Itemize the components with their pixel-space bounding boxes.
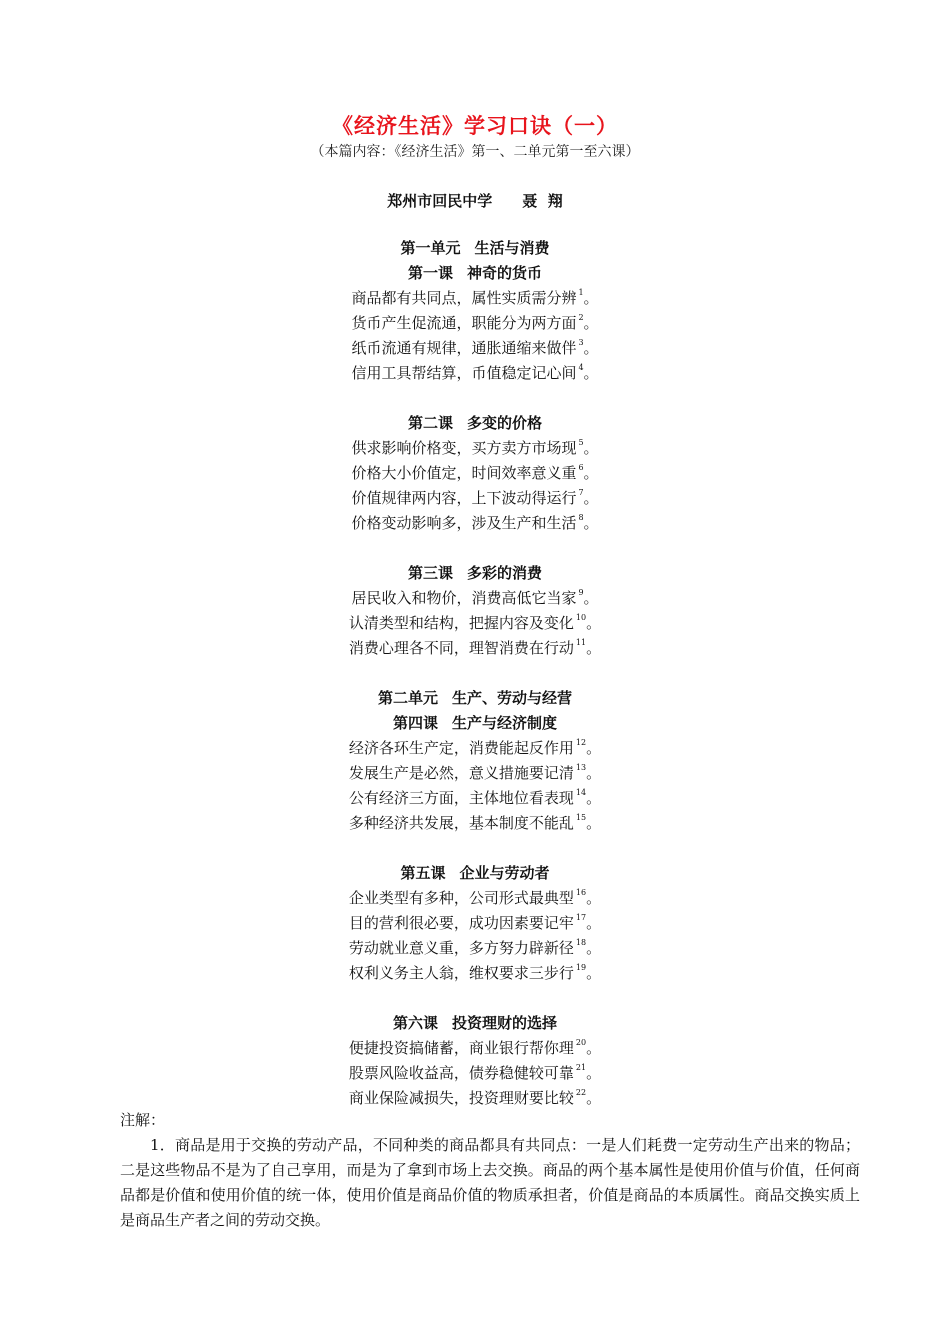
footnote-marker: 4 xyxy=(578,363,584,372)
lesson-heading xyxy=(0,711,950,736)
footnote-marker: 9 xyxy=(578,588,584,597)
verse-line xyxy=(0,511,950,536)
footnote-marker: 18 xyxy=(575,938,587,947)
verse-text: 便捷投资搞储蓄，商业银行帮你理 xyxy=(348,1039,574,1057)
footnote-marker: 17 xyxy=(575,913,587,922)
verse-end: 。 xyxy=(586,814,602,832)
footnote-marker: 22 xyxy=(575,1088,587,1097)
verse-end: 。 xyxy=(583,289,599,307)
verse-line xyxy=(0,361,950,386)
lesson-number: 第五课 xyxy=(400,864,446,882)
verse-text: 价值规律两内容，上下波动得运行 xyxy=(351,489,577,507)
verse-end: 。 xyxy=(583,364,599,382)
section-spacer xyxy=(0,386,950,411)
document-subtitle: （本篇内容：《经济生活》第一、二单元第一至六课） xyxy=(310,144,640,160)
mnemonic-body xyxy=(0,236,950,1111)
footnote-marker: 11 xyxy=(575,638,587,647)
lesson-title: 多变的价格 xyxy=(467,414,543,432)
verse-text: 供求影响价格变，买方卖方市场现 xyxy=(351,439,577,457)
verse-text: 多种经济共发展，基本制度不能乱 xyxy=(348,814,574,832)
verse-end: 。 xyxy=(586,639,602,657)
author-line xyxy=(0,190,950,211)
note-paragraph: 1．商品是用于交换的劳动产品，不同种类的商品都具有共同点：一是人们耗费一定劳动生产出来的物品；二是这些物品不是为了自己享用，而是为了拿到市场上去交换。商品的两个基本属性是使用价值与价值，任何商品都是价值和使用价值的统一体，使用价值是商品价值的物质承担者，价值是商品的本质属性。商品交换实质上是商品生产者之间的劳动交换。 xyxy=(120,1136,860,1229)
footnote-marker: 12 xyxy=(575,738,587,747)
verse-end: 。 xyxy=(586,614,602,632)
footnote-marker: 15 xyxy=(575,813,587,822)
verse-line xyxy=(0,786,950,811)
verse-line xyxy=(0,811,950,836)
lesson-title: 神奇的货币 xyxy=(467,264,543,282)
document-title: 《经济生活》学习口诀（一） xyxy=(332,114,618,138)
footnote-marker: 21 xyxy=(575,1063,587,1072)
verse-line xyxy=(0,461,950,486)
verse-line xyxy=(0,286,950,311)
footnote-marker: 6 xyxy=(578,463,584,472)
unit-number: 第一单元 xyxy=(400,239,461,257)
verse-line xyxy=(0,1061,950,1086)
lesson-title: 企业与劳动者 xyxy=(459,864,550,882)
footnote-marker: 10 xyxy=(575,613,587,622)
notes-list xyxy=(120,1133,860,1233)
lesson-number: 第六课 xyxy=(392,1014,438,1032)
verse-text: 股票风险收益高，债券稳健较可靠 xyxy=(348,1064,574,1082)
verse-text: 认清类型和结构，把握内容及变化 xyxy=(348,614,574,632)
verse-end: 。 xyxy=(583,339,599,357)
section-spacer xyxy=(0,661,950,686)
verse-text: 发展生产是必然，意义措施要记清 xyxy=(348,764,574,782)
footnote-marker: 7 xyxy=(578,488,584,497)
verse-text: 商业保险减损失，投资理财要比较 xyxy=(348,1089,574,1107)
verse-end: 。 xyxy=(586,964,602,982)
verse-line xyxy=(0,586,950,611)
footnote-marker: 13 xyxy=(575,763,587,772)
verse-line xyxy=(0,761,950,786)
lesson-number: 第四课 xyxy=(392,714,438,732)
verse-line xyxy=(0,1036,950,1061)
verse-text: 权利义务主人翁，维权要求三步行 xyxy=(348,964,574,982)
verse-end: 。 xyxy=(583,489,599,507)
lesson-number: 第三课 xyxy=(407,564,453,582)
lesson-heading xyxy=(0,411,950,436)
verse-end: 。 xyxy=(586,939,602,957)
verse-text: 信用工具帮结算，币值稳定记心间 xyxy=(351,364,577,382)
footnote-marker: 2 xyxy=(578,313,584,322)
unit-heading xyxy=(0,686,950,711)
verse-line xyxy=(0,611,950,636)
verse-line xyxy=(0,911,950,936)
verse-text: 消费心理各不同，理智消费在行动 xyxy=(348,639,574,657)
verse-end: 。 xyxy=(586,789,602,807)
footnote-marker: 16 xyxy=(575,888,587,897)
verse-text: 商品都有共同点，属性实质需分辨 xyxy=(351,289,577,307)
lesson-heading xyxy=(0,1011,950,1036)
unit-number: 第二单元 xyxy=(377,689,438,707)
verse-text: 企业类型有多种，公司形式最典型 xyxy=(348,889,574,907)
author-school: 郑州市回民中学 xyxy=(387,192,493,210)
lesson-title: 生产与经济制度 xyxy=(452,714,558,732)
verse-end: 。 xyxy=(586,889,602,907)
verse-end: 。 xyxy=(586,739,602,757)
verse-text: 劳动就业意义重，多方努力辟新径 xyxy=(348,939,574,957)
notes-section xyxy=(120,1108,860,1233)
verse-line xyxy=(0,336,950,361)
unit-title: 生活与消费 xyxy=(474,239,550,257)
verse-line xyxy=(0,636,950,661)
verse-line xyxy=(0,936,950,961)
verse-end: 。 xyxy=(586,1089,602,1107)
verse-text: 货币产生促流通，职能分为两方面 xyxy=(351,314,577,332)
verse-line xyxy=(0,486,950,511)
verse-text: 价格大小价值定，时间效率意义重 xyxy=(351,464,577,482)
author-name: 聂 翔 xyxy=(522,192,563,210)
unit-heading xyxy=(0,236,950,261)
notes-heading: 注解： xyxy=(120,1111,166,1129)
verse-line xyxy=(0,736,950,761)
verse-end: 。 xyxy=(583,514,599,532)
verse-end: 。 xyxy=(583,589,599,607)
section-spacer xyxy=(0,536,950,561)
verse-text: 价格变动影响多，涉及生产和生活 xyxy=(351,514,577,532)
verse-line xyxy=(0,436,950,461)
lesson-title: 投资理财的选择 xyxy=(452,1014,558,1032)
footnote-marker: 8 xyxy=(578,513,584,522)
footnote-marker: 14 xyxy=(575,788,587,797)
footnote-marker: 19 xyxy=(575,963,587,972)
lesson-heading xyxy=(0,261,950,286)
verse-line xyxy=(0,311,950,336)
verse-line xyxy=(0,961,950,986)
verse-end: 。 xyxy=(586,914,602,932)
footnote-marker: 1 xyxy=(578,288,584,297)
section-spacer xyxy=(0,836,950,861)
verse-text: 居民收入和物价，消费高低它当家 xyxy=(351,589,577,607)
lesson-title: 多彩的消费 xyxy=(467,564,543,582)
verse-text: 目的营利很必要，成功因素要记牢 xyxy=(348,914,574,932)
footnote-marker: 20 xyxy=(575,1038,587,1047)
verse-text: 纸币流通有规律，通胀通缩来做伴 xyxy=(351,339,577,357)
verse-end: 。 xyxy=(583,439,599,457)
verse-line xyxy=(0,886,950,911)
verse-end: 。 xyxy=(583,314,599,332)
lesson-number: 第一课 xyxy=(407,264,453,282)
verse-end: 。 xyxy=(586,1064,602,1082)
footnote-marker: 5 xyxy=(578,438,584,447)
lesson-number: 第二课 xyxy=(407,414,453,432)
verse-text: 公有经济三方面，主体地位看表现 xyxy=(348,789,574,807)
unit-title: 生产、劳动与经营 xyxy=(452,689,573,707)
verse-end: 。 xyxy=(583,464,599,482)
verse-end: 。 xyxy=(586,1039,602,1057)
section-spacer xyxy=(0,986,950,1011)
lesson-heading xyxy=(0,861,950,886)
verse-text: 经济各环生产定，消费能起反作用 xyxy=(348,739,574,757)
footnote-marker: 3 xyxy=(578,338,584,347)
lesson-heading xyxy=(0,561,950,586)
verse-end: 。 xyxy=(586,764,602,782)
